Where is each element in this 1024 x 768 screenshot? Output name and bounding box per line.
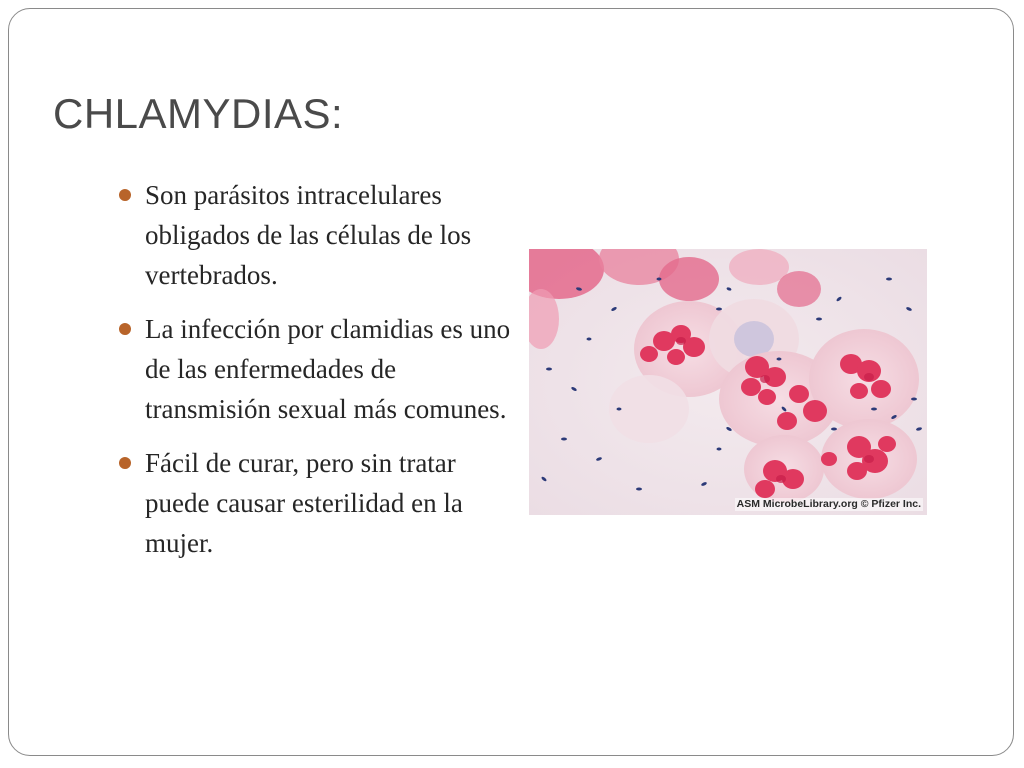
bullet-dot-icon [119, 323, 131, 335]
bullet-text: La infección por clamidias es uno de las enfermedades de transmisión sexual más comunes. [145, 314, 511, 424]
slide-title: CHLAMYDIAS: [53, 90, 344, 137]
bullet-dot-icon [119, 457, 131, 469]
bullet-text: Son parásitos intracelulares obligados de las células de los vertebrados. [145, 180, 472, 290]
bullet-text: Fácil de curar, pero sin tratar puede causar esterilidad en la mujer. [145, 448, 463, 558]
bullet-list [117, 175, 517, 577]
image-caption: ASM MicrobeLibrary.org © Pfizer Inc. [736, 498, 921, 510]
micrograph-image [529, 249, 927, 515]
bullet-dot-icon [119, 189, 131, 201]
bullet-item [117, 175, 517, 295]
bullet-item [117, 443, 517, 563]
bullet-item [117, 309, 517, 429]
slide [8, 8, 1014, 756]
stained-cells-illustration [529, 249, 927, 515]
